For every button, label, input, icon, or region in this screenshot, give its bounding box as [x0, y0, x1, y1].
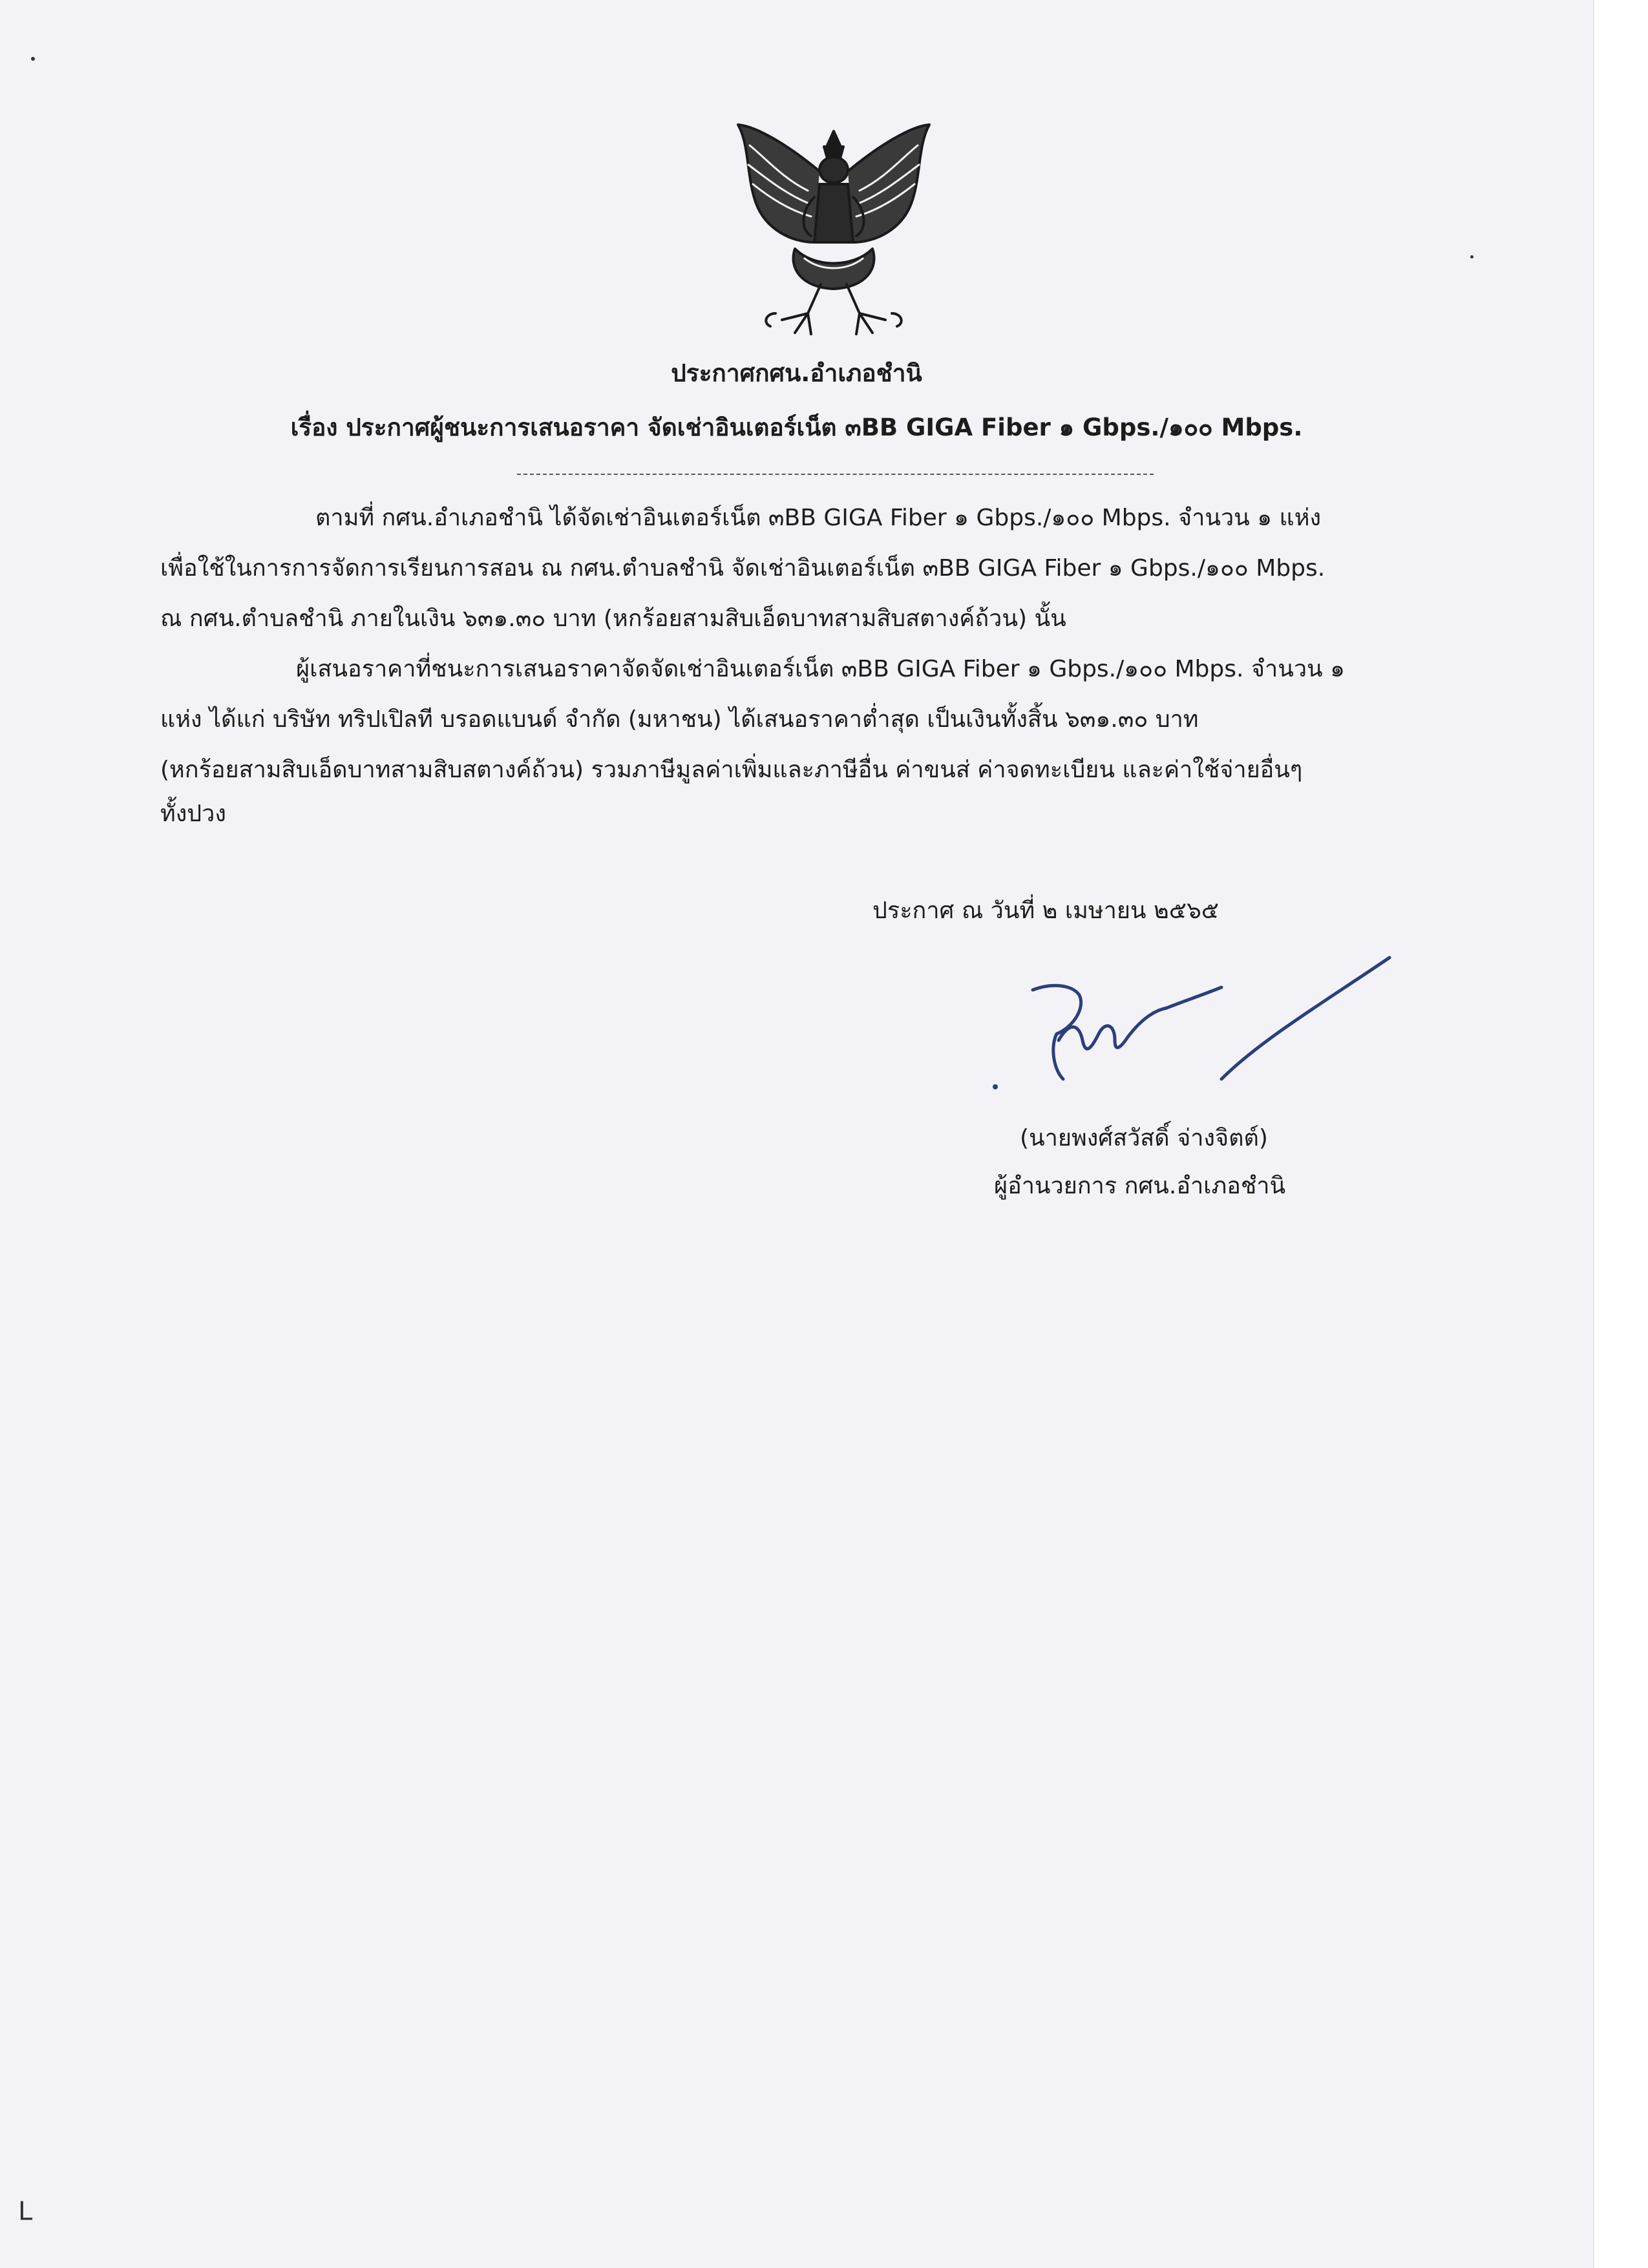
paragraph-1-line-2: เพื่อใช้ในการการจัดการเรียนการสอน ณ กศน.ตำบลชำนิ จัดเช่าอินเตอร์เน็ต ๓BB GIGA Fiber ๑ Gbps./๑๐๐ Mbps. — [160, 555, 1326, 582]
scan-speck — [31, 57, 35, 61]
scan-border — [1593, 0, 1648, 2268]
paragraph-2-line-1: ผู้เสนอราคาที่ชนะการเสนอราคาจัดจัดเช่าอินเตอร์เน็ต ๓BB GIGA Fiber ๑ Gbps./๑๐๐ Mbps. จำนวน ๑ — [296, 656, 1345, 682]
document-subject: เรื่อง ประกาศผู้ชนะการเสนอราคา จัดเช่าอินเตอร์เน็ต ๓BB GIGA Fiber ๑ Gbps./๑๐๐ Mbps. — [290, 414, 1303, 441]
corner-mark: ᒪ — [18, 2197, 33, 2227]
signer-position: ผู้อำนวยการ กศน.อำเภอชำนิ — [994, 1173, 1286, 1199]
separator-line — [517, 474, 1154, 475]
paragraph-2-line-3: (หกร้อยสามสิบเอ็ดบาทสามสิบสตางค์ถ้วน) รวมภาษีมูลค่าเพิ่มและภาษีอื่น ค่าขนส่ ค่าจดทะเบียน และค่าใช้จ่ายอื่นๆ — [160, 757, 1303, 783]
paragraph-1-line-1: ตามที่ กศน.อำเภอชำนิ ได้จัดเช่าอินเตอร์เน็ต ๓BB GIGA Fiber ๑ Gbps./๑๐๐ Mbps. จำนวน ๑ แห่ง — [315, 505, 1322, 531]
paragraph-2-line-2: แห่ง ได้แก่ บริษัท ทริปเปิลที บรอดแบนด์ จำกัด (มหาชน) ได้เสนอราคาต่ำสุด เป็นเงินทั้งสิ้น ๖๓๑.๓๐ บาท — [160, 706, 1199, 733]
paragraph-2-line-4: ทั้งปวง — [160, 801, 226, 827]
signer-name: (นายพงศ์สวัสดิ์ จ่างจิตต์) — [1020, 1125, 1268, 1151]
scan-speck — [1470, 255, 1474, 258]
garuda-emblem — [730, 120, 937, 339]
paragraph-1-line-3: ณ กศน.ตำบลชำนิ ภายในเงิน ๖๓๑.๓๐ บาท (หกร้อยสามสิบเอ็ดบาทสามสิบสตางค์ถ้วน) นั้น — [160, 605, 1066, 632]
document-heading: ประกาศกศน.อำเภอชำนิ — [671, 359, 922, 387]
signature-mark — [989, 950, 1402, 1105]
announce-date: ประกาศ ณ วันที่ ๒ เมษายน ๒๕๖๕ — [872, 898, 1220, 924]
